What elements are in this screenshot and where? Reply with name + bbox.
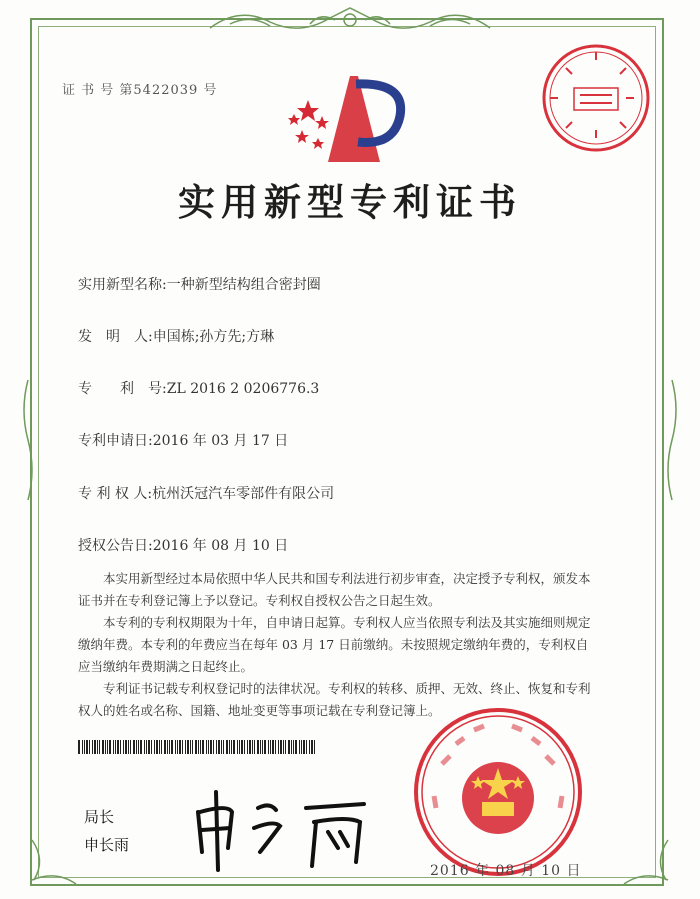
patent-number-row xyxy=(78,378,319,398)
inventor-label: 发 明 人: xyxy=(78,329,153,345)
patentee-label: 专 利 权 人: xyxy=(78,486,153,502)
national-ip-administration-seal xyxy=(412,706,584,878)
director-title: 局长 xyxy=(84,808,115,826)
certificate-number: 证 书 号 第5422039 号 xyxy=(62,83,218,98)
seal-date: 2016 年 08 月 10 日 xyxy=(430,863,582,879)
right-ornament xyxy=(662,380,682,500)
filing-date-label: 专利申请日: xyxy=(78,433,153,449)
filing-date-value: 2016 年 03 月 17 日 xyxy=(152,433,289,449)
utility-model-name-label: 实用新型名称: xyxy=(78,277,167,293)
bottom-right-corner-ornament xyxy=(614,830,674,890)
patentee-row xyxy=(78,483,334,503)
bottom-left-corner-ornament xyxy=(26,830,86,890)
patent-office-logo xyxy=(288,72,408,164)
certificate-body xyxy=(78,568,598,722)
inventor-value: 申国栋;孙方先;方琳 xyxy=(152,329,275,345)
director-name: 申长雨 xyxy=(84,836,130,854)
utility-model-name-value: 一种新型结构组合密封圈 xyxy=(166,277,321,293)
inventor-row xyxy=(78,326,274,346)
grant-date-row xyxy=(78,535,288,555)
paragraph-term: 本专利的专利权期限为十年，自申请日起算。专利权人应当依照专利法及其实施细则规定缴纳年费。本专利的年费应当在每年 03 月 17 日前缴纳。未按照规定缴纳年费的，专利权自应当缴纳年费期满之日起终止。 xyxy=(78,615,591,674)
grant-date-value: 2016 年 08 月 10 日 xyxy=(152,538,289,554)
patent-number-label: 专 利 号: xyxy=(78,381,167,397)
paragraph-legal-status: 专利证书记载专利权登记时的法律状况。专利权的转移、质押、无效、终止、恢复和专利权人的姓名或名称、国籍、地址变更等事项记载在专利登记簿上。 xyxy=(78,681,591,718)
top-ornament xyxy=(200,2,500,38)
grant-date-label: 授权公告日: xyxy=(78,538,153,554)
left-ornament xyxy=(18,380,38,500)
agency-seal xyxy=(536,38,656,158)
patentee-value: 杭州沃冠汽车零部件有限公司 xyxy=(152,486,335,502)
filing-date-row xyxy=(78,430,288,450)
utility-model-name-row xyxy=(78,274,321,294)
certificate-title: 实用新型专利证书 xyxy=(178,181,522,224)
paragraph-grant: 本实用新型经过本局依照中华人民共和国专利法进行初步审查，决定授予专利权，颁发本证书并在专利登记簿上予以登记。专利权自授权公告之日起生效。 xyxy=(78,571,591,608)
patent-number-value: ZL 2016 2 0206776.3 xyxy=(166,381,320,397)
barcode xyxy=(78,740,318,754)
director-signature xyxy=(188,782,378,874)
